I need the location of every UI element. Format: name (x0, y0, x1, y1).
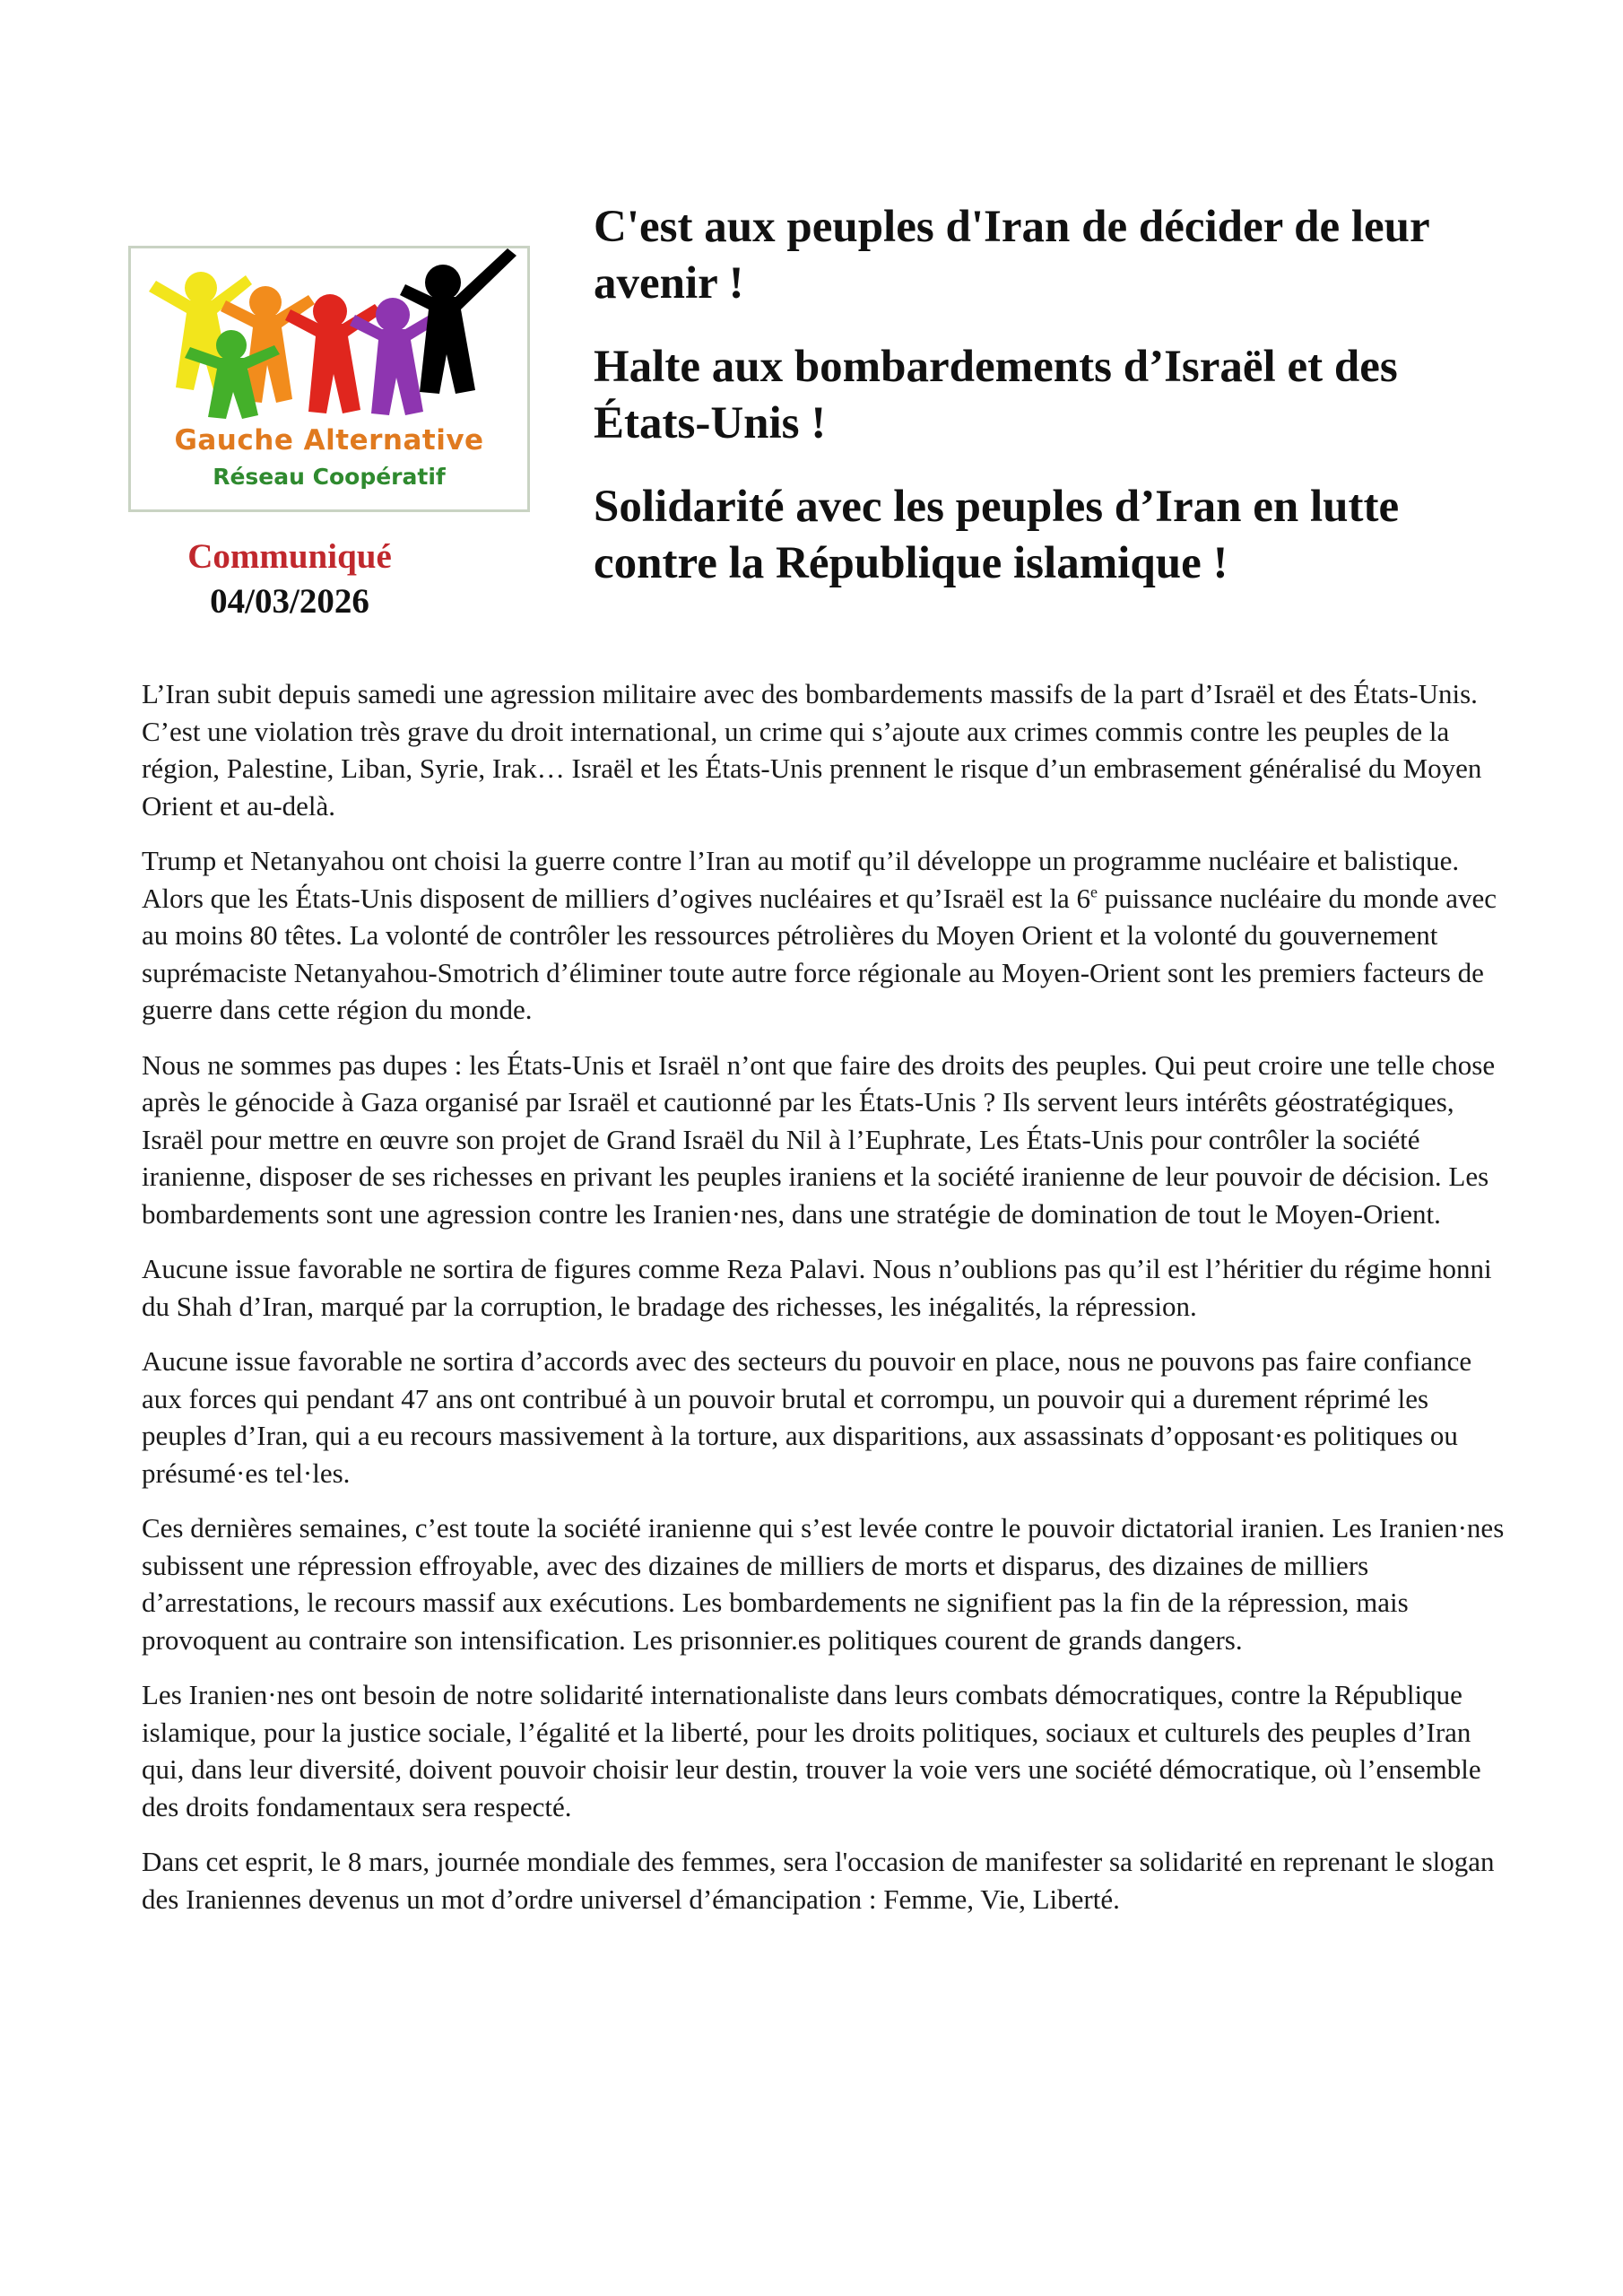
body-text (142, 675, 1514, 1935)
headlines (594, 199, 1508, 619)
paragraph-2-part-2: puissance nucléaire du monde avec au moins 80 têtes. La volonté de contrôler les ressources pétrolières du Moyen Orient et la volonté du gouvernement suprémaciste Netanyahou-Smotrich d’éliminer toute autre force régionale au Moyen-Orient sont les premiers facteurs de guerre dans cette région du monde. (142, 882, 1497, 1025)
paragraph-1: L’Iran subit depuis samedi une agression militaire avec des bombardements massifs de la part d’Israël et des États-Unis. C’est une violation très grave du droit international, un crime qui s’ajoute aux crimes commis contre les peuples de la région, Palestine, Liban, Syrie, Irak… Israël et les États-Unis prennent le risque d’un embrasement généralisé du Moyen Orient et au-delà. (142, 678, 1482, 822)
paragraph-8: Dans cet esprit, le 8 mars, journée mondiale des femmes, sera l'occasion de manifester sa solidarité en reprenant le slogan des Iraniennes devenus un mot d’ordre universel d’émancipation : Femme, Vie, Liberté. (142, 1846, 1495, 1915)
logo-figures-icon (131, 248, 527, 428)
paragraph-4: Aucune issue favorable ne sortira de figures comme Reza Palavi. Nous n’oublions pas qu’il est l’héritier du régime honni du Shah d’Iran, marqué par la corruption, le bradage des richesses, les inégalités, la répression. (142, 1253, 1492, 1322)
communique-label: Communiqué (187, 537, 392, 576)
paragraph-2-part-1: Trump et Netanyahou ont choisi la guerre contre l’Iran au motif qu’il développe un programme nucléaire et balistique. Alors que les États-Unis disposent de milliers d’ogives nucléaires et qu’Israël est la 6 (142, 845, 1460, 914)
paragraph-3: Nous ne sommes pas dupes : les États-Unis et Israël n’ont que faire des droits des peuples. Qui peut croire une telle chose après le génocide à Gaza organisé par Israël et cautionné par les États-Unis ? Ils servent leurs intérêts géostratégiques, Israël pour mettre en œuvre son projet de Grand Israël du Nil à l’Euphrate, Les États-Unis pour contrôler la société iranienne, disposer de ses richesses en privant les peuples iraniens et la société iranienne de leur pouvoir de décision. Les bombardements sont une agression contre les Iranien·nes, dans une stratégie de domination de tout le Moyen-Orient. (142, 1048, 1496, 1230)
headline-2: Halte aux bombardements d’Israël et des États-Unis ! (594, 342, 1398, 448)
communique-date: 04/03/2026 (210, 582, 369, 621)
paragraph-2 (142, 842, 1514, 1029)
logo-subtitle: Réseau Coopératif (213, 464, 446, 490)
paragraph-6: Ces dernières semaines, c’est toute la société iranienne qui s’est levée contre le pouvoir dictatorial iranien. Les Iranien·nes subissent une répression effroyable, avec des dizaines de milliers de morts et disparus, des dizaines de milliers d’arrestations, le recours massif aux exécutions. Les bombardements ne signifient pas la fin de la répression, mais provoquent au contraire son intensification. Les prisonnier.es politiques courent de grands dangers. (142, 1512, 1505, 1656)
paragraph-5: Aucune issue favorable ne sortira d’accords avec des secteurs du pouvoir en place, nous ne pouvons pas faire confiance aux forces qui pendant 47 ans ont contribué à un pouvoir brutal et corrompu, un pouvoir qui a durement réprimé les peuples d’Iran, qui a eu recours massivement à la torture, aux disparitions, aux assassinats d’opposant·es politiques ou présumé·es tel·les. (142, 1345, 1472, 1489)
headline-3: Solidarité avec les peuples d’Iran en lutte contre la République islamique ! (594, 482, 1400, 588)
headline-1: C'est aux peuples d'Iran de décider de leur avenir ! (594, 202, 1429, 309)
logo-title: Gauche Alternative (174, 424, 484, 457)
black-figure (400, 248, 516, 394)
logo (128, 246, 530, 512)
paragraph-7: Les Iranien·nes ont besoin de notre solidarité internationaliste dans leurs combats démocratiques, contre la République islamique, pour la justice sociale, l’égalité et la liberté, pour les droits politiques, sociaux et culturels des peuples d’Iran qui, dans leur diversité, doivent pouvoir choisir leur destin, trouver la voie vers une société démocratique, où l’ensemble des droits fondamentaux sera respecté. (142, 1679, 1481, 1822)
ordinal-superscript: e (1090, 883, 1098, 901)
